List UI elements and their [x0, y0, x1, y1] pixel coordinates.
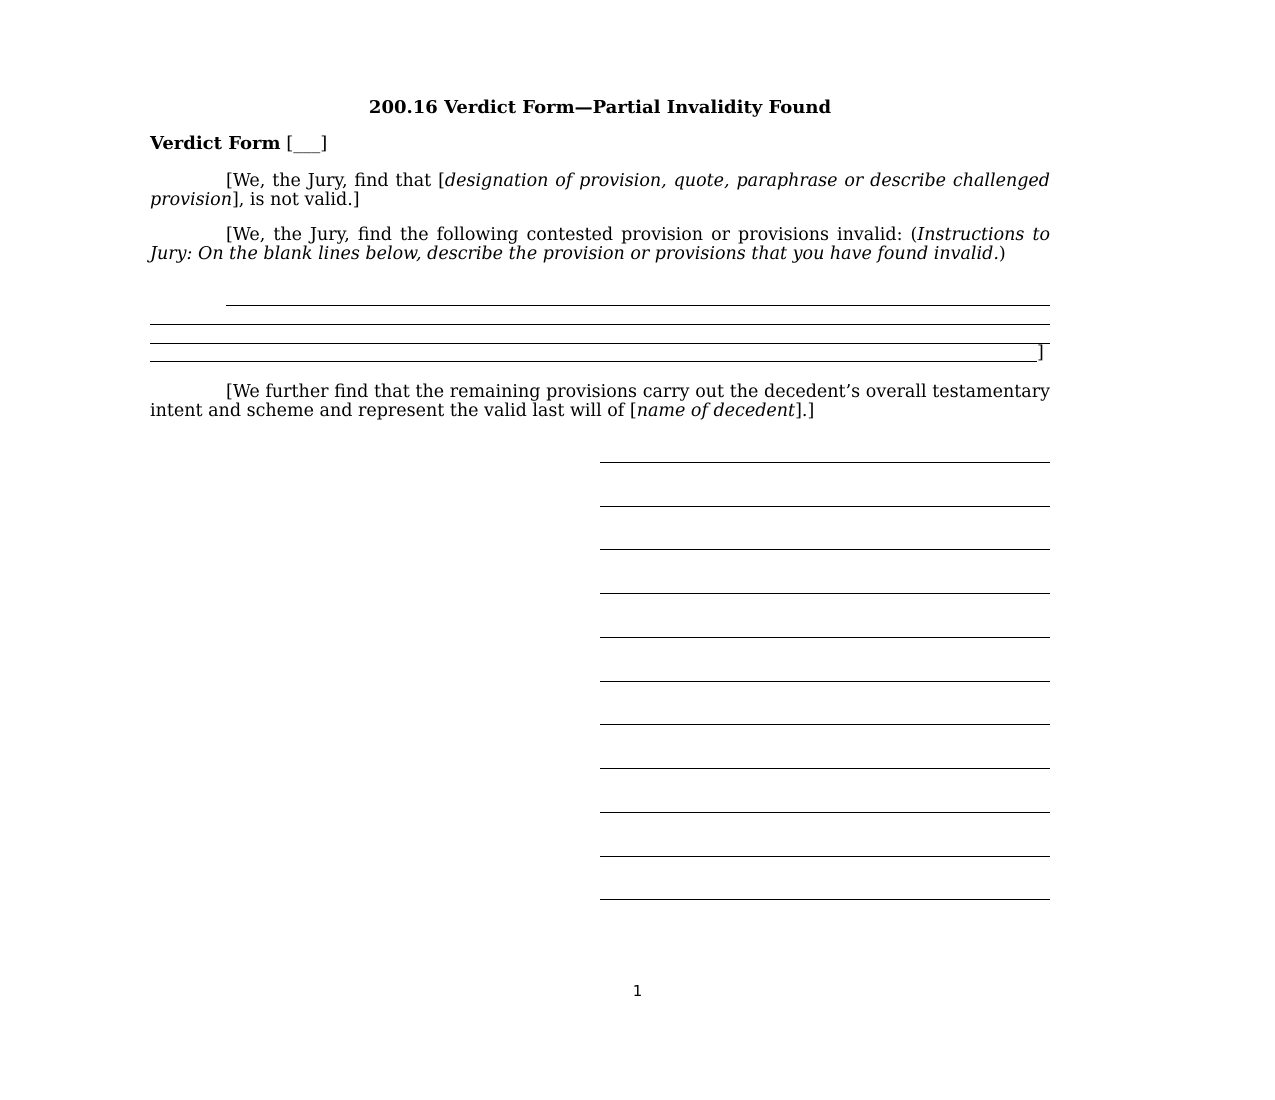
juror-signature-line[interactable]	[600, 856, 1050, 857]
jury-instructions-text: Instructions to Jury: On the blank lines below, describe the provision or provisions that you have found invalid.	[150, 225, 1051, 264]
verdict-form-number-blank: [___]	[286, 133, 328, 154]
provision-blank-line[interactable]	[226, 305, 1050, 306]
juror-signature-line[interactable]	[600, 724, 1050, 725]
juror-signature-line[interactable]	[600, 462, 1050, 463]
juror-signature-line[interactable]	[600, 681, 1050, 682]
juror-signature-line[interactable]	[600, 549, 1050, 550]
paragraph3-open-text: [We further find that the remaining provisions carry out the decedent’s overall testamentary intent and scheme and represent the valid last will of [	[150, 382, 1050, 421]
juror-signature-line[interactable]	[600, 637, 1050, 638]
verdict-form-label: Verdict Form	[150, 133, 281, 154]
decedent-name-placeholder: name of decedent	[636, 401, 796, 421]
remaining-provisions-paragraph	[150, 383, 1050, 421]
juror-signature-line[interactable]	[600, 506, 1050, 507]
juror-signature-line[interactable]	[600, 812, 1050, 813]
page-number: 1	[632, 982, 643, 1000]
juror-signature-line[interactable]	[600, 593, 1050, 594]
paragraph3-close-text: ].]	[795, 401, 815, 421]
closing-bracket: ]	[1037, 343, 1044, 363]
provision-blank-line[interactable]	[150, 324, 1050, 325]
contested-provisions-paragraph	[150, 226, 1050, 264]
paragraph1-open-text: [We, the Jury, find that [	[226, 171, 445, 191]
juror-signature-line[interactable]	[600, 768, 1050, 769]
paragraph2-close-text: )	[998, 244, 1006, 264]
paragraph1-italic-text: designation of provision, quote, paraphrase or describe challenged provision	[150, 171, 1050, 210]
juror-signature-line[interactable]	[600, 899, 1050, 900]
finding-not-valid-paragraph	[150, 172, 1050, 210]
page-title: 200.16 Verdict Form—Partial Invalidity Found	[368, 97, 832, 118]
provision-blank-line[interactable]	[150, 361, 1037, 362]
verdict-form-heading	[150, 133, 327, 155]
paragraph2-open-text: [We, the Jury, find the following contested provision or provisions invalid: (	[226, 225, 918, 245]
paragraph1-close-text: ], is not valid.]	[231, 190, 360, 210]
provision-blank-line[interactable]	[150, 343, 1050, 344]
